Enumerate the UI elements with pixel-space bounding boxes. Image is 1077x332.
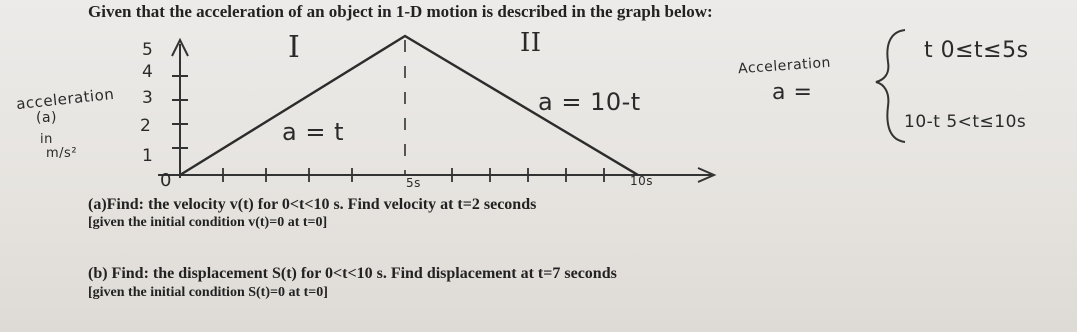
y-tick-5: 5: [142, 40, 153, 60]
region-label-2: II: [520, 28, 542, 58]
y-axis-label-word: acceleration: [15, 84, 116, 114]
problem-header: Given that the acceleration of an object in 1-D motion is described in the graph below:: [88, 2, 713, 21]
piecewise-case-2: 10-t 5<t≤10s: [904, 112, 1027, 132]
y-tick-2: 2: [140, 116, 151, 136]
question-b-text: (b) Find: the displacement S(t) for 0<t<10 s. Find displacement at t=7 seconds: [88, 265, 617, 282]
origin-label: 0: [160, 170, 172, 191]
question-a-condition: [given the initial condition v(t)=0 at t=0]: [88, 215, 328, 230]
piecewise-variable: a =: [772, 80, 813, 105]
question-a-text: (a)Find: the velocity v(t) for 0<t<10 s. Find velocity at t=2 seconds: [88, 196, 537, 213]
y-tick-4: 4: [142, 62, 153, 82]
x-tick-5s: 5s: [406, 176, 421, 190]
y-axis-label-symbol: (a): [36, 110, 58, 126]
y-tick-1: 1: [142, 146, 153, 166]
question-b-condition: [given the initial condition S(t)=0 at t=0]: [88, 285, 328, 300]
equation-falling: a = 10-t: [538, 88, 641, 116]
region-label-1: I: [288, 30, 301, 65]
x-tick-10s: 10s: [630, 174, 654, 188]
y-tick-3: 3: [142, 88, 153, 108]
piecewise-brace: [876, 30, 905, 142]
equation-rising: a = t: [282, 118, 344, 146]
y-axis-label-in: in: [40, 132, 53, 147]
y-axis-label-unit: m/s²: [46, 146, 78, 161]
piecewise-case-1: t 0≤t≤5s: [924, 38, 1029, 63]
piecewise-title: Acceleration: [737, 54, 832, 78]
